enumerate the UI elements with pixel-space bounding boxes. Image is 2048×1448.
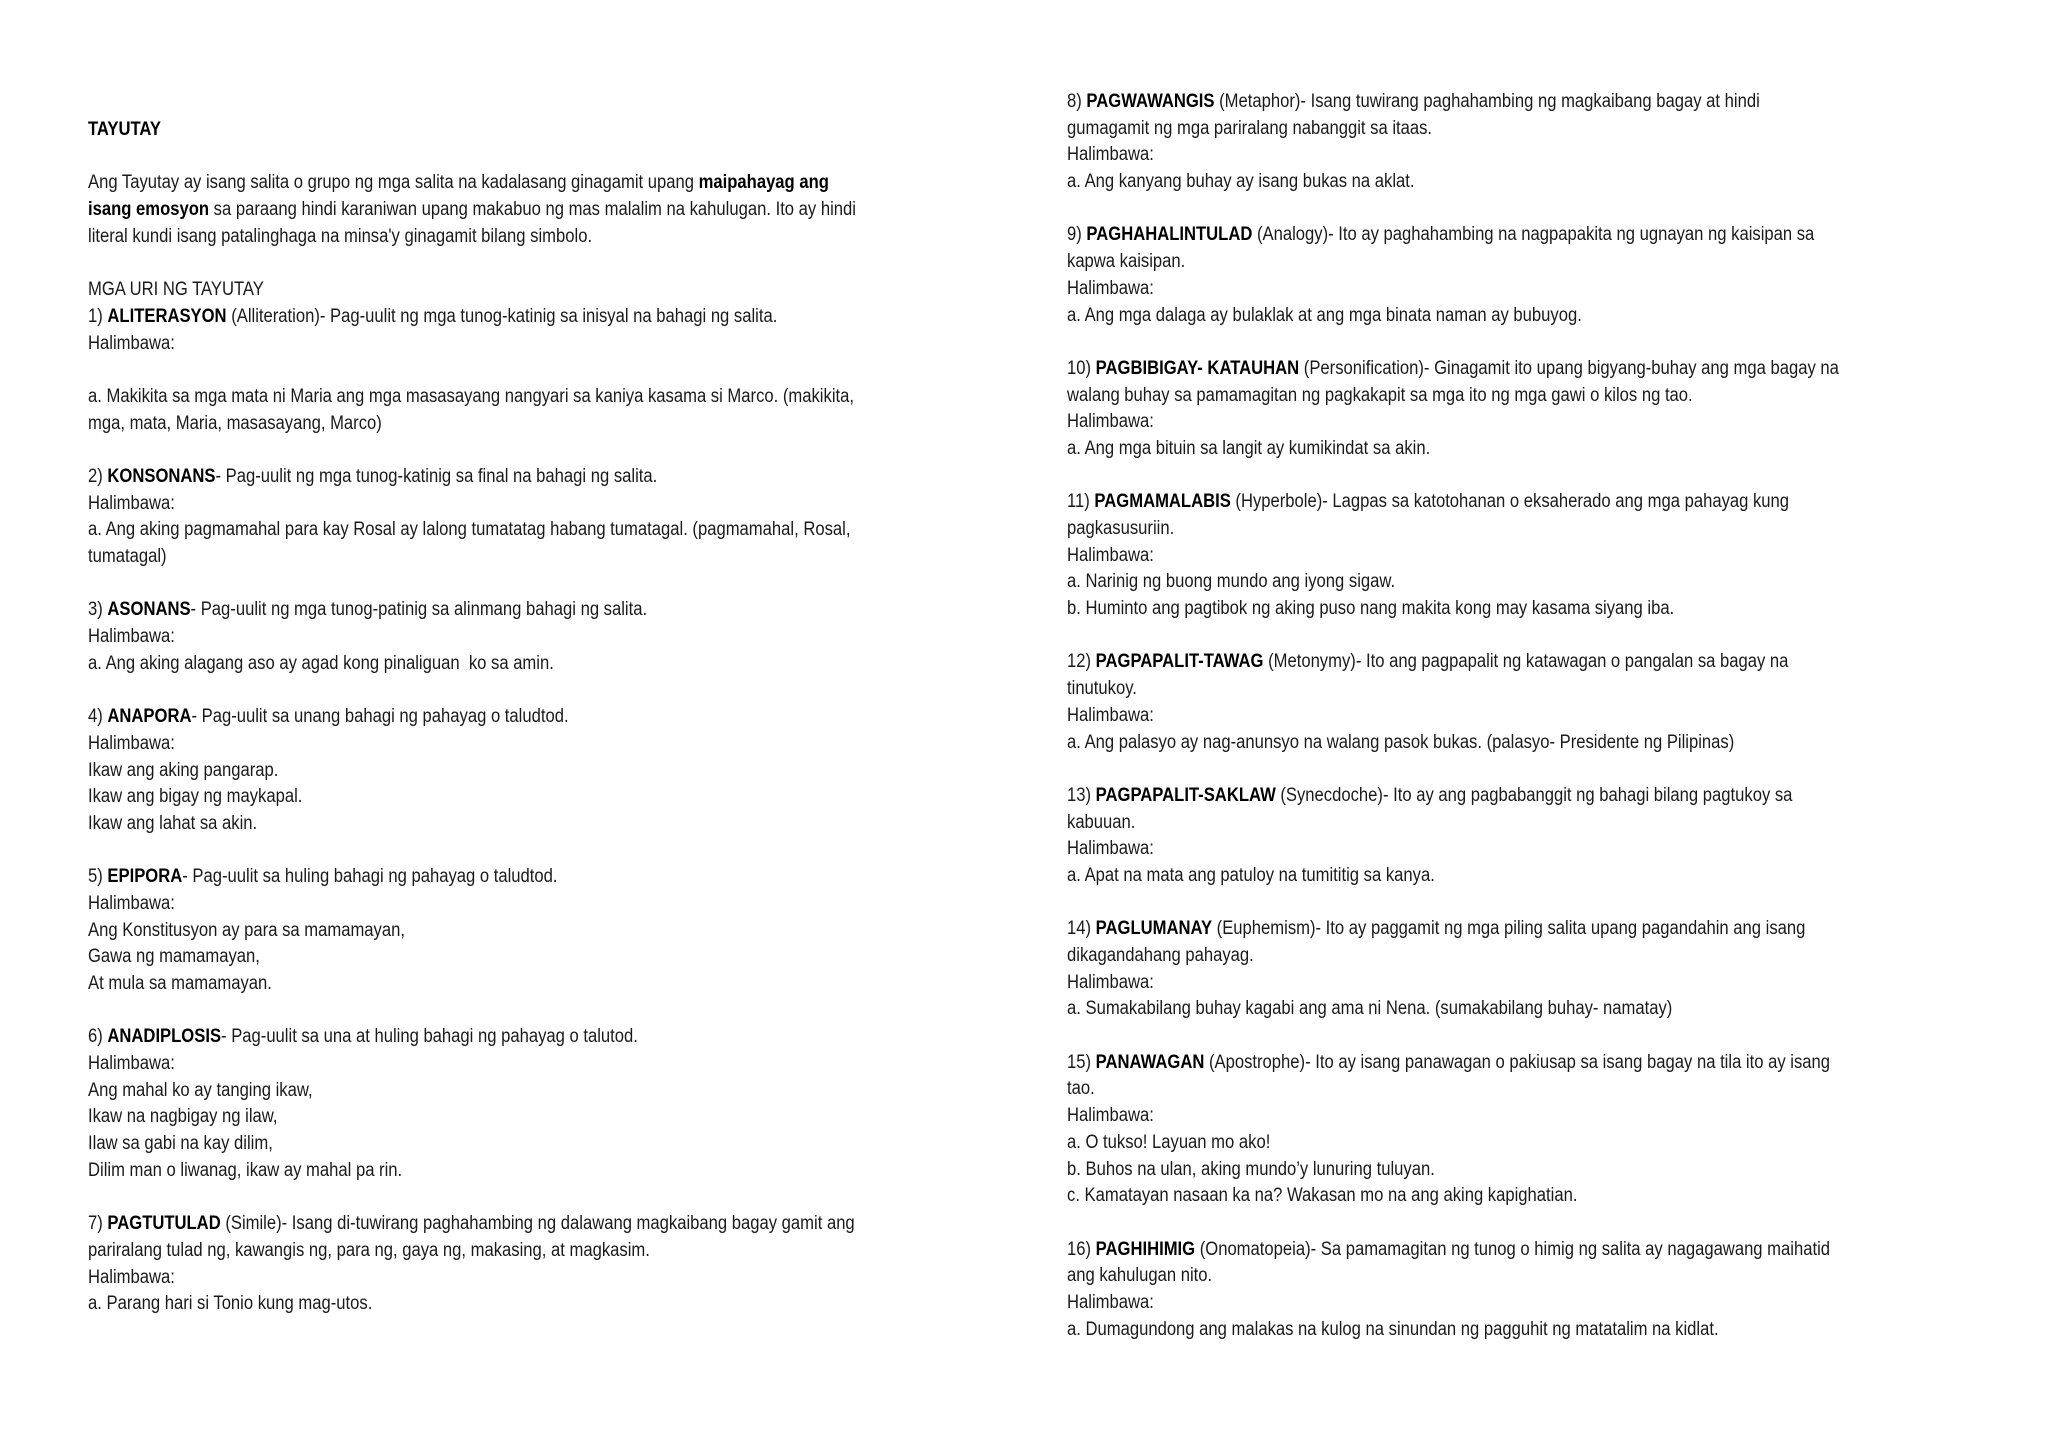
text-line: a. Ang aking pagmamahal para kay Rosal ay lalong tumatatag habang tumatagal. (pagmamahal, Rosal,	[88, 519, 851, 541]
text-line	[88, 597, 856, 624]
text-line: Halimbawa:	[1067, 1291, 1154, 1313]
text-line: Ang mahal ko ay tanging ikaw,	[88, 1079, 313, 1101]
line-text: 1)	[88, 305, 108, 327]
text-line	[1067, 489, 1839, 516]
line-text: (Hyperbole)- Lagpas sa katotohanan o eksaherado ang mga pahayag kung	[1230, 491, 1790, 513]
text-line: Halimbawa:	[1067, 544, 1154, 566]
line-text: - Pag-uulit ng mga tunog-patinig sa alinmang bahagi ng salita.	[190, 599, 648, 621]
bold-term: PAGLUMANAY	[1095, 918, 1213, 940]
text-line: Ang Konstitusyon ay para sa mamamayan,	[88, 919, 405, 941]
line-text: 7)	[88, 1213, 108, 1235]
bold-term: PAGBIBIGAY- KATAUHAN	[1095, 357, 1300, 379]
line-text: (Alliteration)- Pag-uulit ng mga tunog-katinig sa inisyal na bahagi ng salita.	[226, 305, 778, 327]
text-line: a. Apat na mata ang patuloy na tumititig sa kanya.	[1067, 864, 1435, 886]
text-line	[88, 144, 856, 171]
text-line: dikagandahang pahayag.	[1067, 945, 1254, 966]
text-line	[88, 437, 856, 464]
line-text: 11)	[1067, 491, 1095, 513]
text-line	[88, 677, 856, 704]
text-line	[1067, 222, 1839, 249]
text-line	[88, 571, 856, 598]
text-line: MGA URI NG TAYUTAY	[88, 279, 264, 301]
text-line	[88, 357, 856, 384]
text-line: a. Makikita sa mga mata ni Maria ang mga masasayang nangyari sa kaniya kasama si Marco. (makikita,	[88, 385, 854, 407]
bold-term: TAYUTAY	[88, 119, 161, 140]
text-line: a. Ang aking alagang aso ay agad kong pinaliguan ko sa amin.	[88, 652, 554, 674]
text-line	[1067, 1050, 1839, 1077]
line-text: (Metonymy)- Ito ang pagpapalit ng katawagan o pangalan sa bagay na	[1263, 651, 1789, 673]
text-line: Ikaw na nagbigay ng ilaw,	[88, 1106, 278, 1128]
text-line	[88, 197, 856, 224]
text-line: b. Huminto ang pagtibok ng aking puso nang makita kong may kasama siyang iba.	[1067, 598, 1675, 620]
text-line: Ilaw sa gabi na kay dilim,	[88, 1133, 273, 1155]
text-line: a. Sumakabilang buhay kagabi ang ama ni Nena. (sumakabilang buhay- namatay)	[1067, 998, 1673, 1020]
line-text: - Pag-uulit sa huling bahagi ng pahayag o taludtod.	[182, 866, 558, 888]
text-line: Dilim man o liwanag, ikaw ay mahal pa rin.	[88, 1159, 403, 1181]
text-line: Halimbawa:	[88, 492, 175, 514]
text-line	[1067, 1023, 1839, 1050]
line-text: (Apostrophe)- Ito ay isang panawagan o pakiusap sa isang bagay na tila ito ay isang	[1204, 1051, 1831, 1073]
line-text: 15)	[1067, 1051, 1096, 1073]
text-line	[88, 1211, 856, 1238]
line-text: (Personification)- Ginagamit ito upang bigyang-buhay ang mga bagay na	[1299, 357, 1839, 379]
line-text: 2)	[88, 465, 108, 487]
text-line: a. Ang mga bituin sa langit ay kumikindat sa akin.	[1067, 437, 1431, 459]
line-text: Ang Tayutay ay isang salita o grupo ng mga salita na kadalasang ginagamit upang	[88, 172, 699, 194]
line-text: 6)	[88, 1026, 108, 1048]
bold-term: ANADIPLOSIS	[107, 1026, 222, 1048]
line-text: (Synecdoche)- Ito ay ang pagbabanggit ng bahagi bilang pagtukoy sa	[1275, 784, 1793, 806]
text-line	[88, 1185, 856, 1212]
line-text: (Euphemism)- Ito ay paggamit ng mga piling salita upang pagandahin ang isang	[1212, 918, 1806, 940]
right-column	[1067, 89, 1839, 1343]
text-line: a. Ang palasyo ay nag-anunsyo na walang pasok bukas. (palasyo- Presidente ng Pilipinas)	[1067, 731, 1735, 753]
text-line: walang buhay sa pamamagitan ng pagkakapit sa mga ito ng mga gawi o kilos ng tao.	[1067, 384, 1693, 406]
line-text: 9)	[1067, 224, 1087, 246]
text-line	[1067, 916, 1839, 943]
bold-term: PAGHIHIMIG	[1095, 1238, 1196, 1260]
line-text: 8)	[1067, 91, 1087, 112]
line-text: 10)	[1067, 357, 1096, 379]
text-line	[1067, 356, 1839, 383]
bold-term: EPIPORA	[107, 866, 183, 888]
line-text: (Simile)- Isang di-tuwirang paghahambing ng dalawang magkaibang bagay gamit ang	[220, 1213, 855, 1235]
text-line: b. Buhos na ulan, aking mundo’y lunuring tuluyan.	[1067, 1158, 1435, 1180]
text-line: tinutukoy.	[1067, 678, 1137, 700]
line-text: (Metaphor)- Isang tuwirang paghahambing ng magkaibang bagay at hindi	[1214, 91, 1760, 112]
text-line	[88, 170, 856, 197]
bold-term: isang emosyon	[88, 199, 210, 221]
left-column	[88, 117, 856, 1318]
text-line	[1067, 89, 1839, 116]
text-line: Halimbawa:	[88, 332, 175, 354]
text-line	[88, 1024, 856, 1051]
text-line	[88, 864, 856, 891]
text-line: Halimbawa:	[1067, 838, 1154, 860]
text-line: a. Dumagundong ang malakas na kulog na sinundan ng pagguhit ng matatalim na kidlat.	[1067, 1318, 1719, 1340]
text-line: a. Narinig ng buong mundo ang iyong sigaw.	[1067, 571, 1396, 593]
text-line: ang kahulugan nito.	[1067, 1265, 1213, 1287]
line-text: 5)	[88, 866, 108, 888]
text-line: Halimbawa:	[88, 1266, 175, 1288]
text-line: Halimbawa:	[1067, 277, 1154, 299]
text-line: Halimbawa:	[88, 1053, 175, 1075]
text-line	[1067, 329, 1839, 356]
line-text: 16)	[1067, 1238, 1096, 1260]
text-line	[88, 464, 856, 491]
text-line	[1067, 463, 1839, 490]
line-text: (Onomatopeia)- Sa pamamagitan ng tunog o himig ng salita ay nagagawang maihatid	[1195, 1238, 1831, 1260]
text-line: kabuuan.	[1067, 811, 1136, 833]
text-line: a. Parang hari si Tonio kung mag-utos.	[88, 1293, 373, 1315]
text-line: literal kundi isang patalinghaga na minsa'y ginagamit bilang simbolo.	[88, 225, 593, 247]
text-line: mga, mata, Maria, masasayang, Marco)	[88, 412, 382, 434]
line-text: 13)	[1067, 784, 1096, 806]
bold-term: ANAPORA	[107, 706, 192, 728]
text-line: Halimbawa:	[1067, 704, 1154, 726]
text-line: pariralang tulad ng, kawangis ng, para ng, gaya ng, makasing, at magkasim.	[88, 1239, 650, 1261]
text-line	[88, 250, 856, 277]
text-line	[88, 838, 856, 865]
text-line: Gawa ng mamamayan,	[88, 946, 260, 968]
text-line	[1067, 623, 1839, 650]
line-text: sa paraang hindi karaniwan upang makabuo ng mas malalim na kahulugan. Ito ay hindi	[209, 199, 856, 221]
bold-term: PANAWAGAN	[1095, 1051, 1205, 1073]
text-line	[88, 704, 856, 731]
line-text: 14)	[1067, 918, 1096, 940]
text-line: Halimbawa:	[88, 892, 175, 914]
text-line	[1067, 756, 1839, 783]
text-line	[1067, 1237, 1839, 1264]
text-line: Ikaw ang bigay ng maykapal.	[88, 786, 303, 808]
bold-term: maipahayag ang	[698, 172, 829, 194]
text-line: tao.	[1067, 1078, 1095, 1100]
text-line: tumatagal)	[88, 546, 167, 567]
text-line: Ikaw ang lahat sa akin.	[88, 812, 258, 834]
line-text: - Pag-uulit ng mga tunog-katinig sa final na bahagi ng salita.	[215, 465, 658, 487]
line-text: 3)	[88, 599, 108, 621]
text-line: pagkasusuriin.	[1067, 518, 1175, 539]
text-line	[88, 117, 856, 144]
text-line: At mula sa mamamayan.	[88, 973, 272, 994]
text-line: Halimbawa:	[1067, 1105, 1154, 1127]
bold-term: PAGTUTULAD	[107, 1213, 221, 1235]
text-line: Halimbawa:	[88, 732, 175, 754]
text-line: Halimbawa:	[1067, 971, 1154, 993]
bold-term: PAGPAPALIT-SAKLAW	[1095, 784, 1276, 806]
bold-term: ALITERASYON	[107, 305, 227, 327]
line-text: - Pag-uulit sa una at huling bahagi ng pahayag o talutod.	[221, 1026, 638, 1048]
text-line: Halimbawa:	[1067, 144, 1154, 166]
text-line: a. Ang mga dalaga ay bulaklak at ang mga binata naman ay bubuyog.	[1067, 304, 1582, 326]
text-line	[88, 304, 856, 331]
text-line	[1067, 196, 1839, 223]
bold-term: PAGHAHALINTULAD	[1086, 224, 1253, 246]
text-line: kapwa kaisipan.	[1067, 251, 1186, 273]
bold-term: KONSONANS	[107, 465, 216, 487]
text-line	[88, 998, 856, 1025]
text-line	[1067, 783, 1839, 810]
text-line	[1067, 649, 1839, 676]
text-line	[1067, 890, 1839, 917]
text-line: c. Kamatayan nasaan ka na? Wakasan mo na ang aking kapighatian.	[1067, 1185, 1578, 1207]
bold-term: PAGPAPALIT-TAWAG	[1095, 651, 1264, 673]
line-text: 4)	[88, 706, 108, 728]
text-line	[1067, 1210, 1839, 1237]
line-text: (Analogy)- Ito ay paghahambing na nagpapakita ng ugnayan ng kaisipan sa	[1252, 224, 1815, 246]
line-text: 12)	[1067, 651, 1096, 673]
bold-term: PAGWAWANGIS	[1086, 91, 1215, 112]
text-line: Ikaw ang aking pangarap.	[88, 759, 279, 781]
bold-term: ASONANS	[107, 599, 191, 621]
text-line: gumagamit ng mga pariralang nabanggit sa itaas.	[1067, 117, 1433, 139]
text-line: a. Ang kanyang buhay ay isang bukas na aklat.	[1067, 171, 1415, 193]
text-line: Halimbawa:	[88, 626, 175, 648]
text-line: a. O tukso! Layuan mo ako!	[1067, 1131, 1271, 1153]
line-text: - Pag-uulit sa unang bahagi ng pahayag o taludtod.	[191, 706, 569, 728]
text-line: Halimbawa:	[1067, 411, 1154, 433]
bold-term: PAGMAMALABIS	[1094, 491, 1231, 513]
